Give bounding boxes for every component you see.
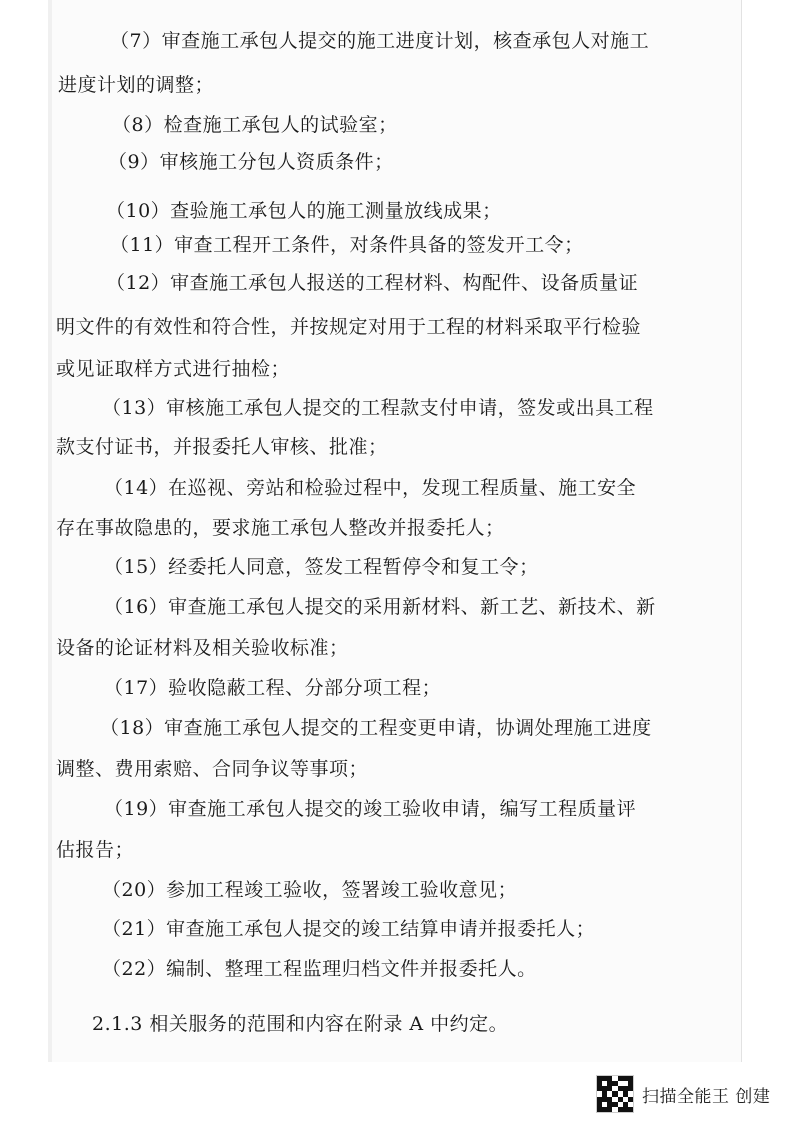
paragraph-line: （9）审核施工分包人资质条件； (108, 151, 394, 173)
paragraph-line: 估报告； (56, 839, 135, 861)
paragraph-line: 款支付证书，并报委托人审核、批准； (56, 436, 388, 458)
paragraph-line: 或见证取样方式进行抽检； (56, 358, 291, 380)
paragraph-line: （21）审查施工承包人提交的竣工结算申请并报委托人； (102, 918, 596, 940)
paragraph-line: （8）检查施工承包人的试验室； (112, 114, 398, 136)
paragraph-line: （10）查验施工承包人的施工测量放线成果； (106, 200, 502, 222)
paragraph-line: （14）在巡视、旁站和检验过程中，发现工程质量、施工安全 (104, 477, 637, 499)
paragraph-line: 存在事故隐患的，要求施工承包人整改并报委托人； (56, 517, 505, 539)
paragraph-line: （22）编制、整理工程监理归档文件并报委托人。 (102, 958, 537, 980)
paragraph-line: （18）审查施工承包人提交的工程变更申请，协调处理施工进度 (100, 717, 652, 739)
paragraph-line: （12）审查施工承包人报送的工程材料、构配件、设备质量证 (106, 272, 639, 294)
paragraph-line: （17）验收隐蔽工程、分部分项工程； (104, 677, 442, 699)
paragraph-line: 调整、费用索赔、合同争议等事项； (56, 758, 369, 780)
paragraph-line: 设备的论证材料及相关验收标准； (56, 637, 349, 659)
paragraph-line: （20）参加工程竣工验收，签署竣工验收意见； (102, 879, 518, 901)
paragraph-line: 明文件的有效性和符合性，并按规定对用于工程的材料采取平行检验 (56, 316, 642, 338)
qr-code-icon (596, 1075, 634, 1113)
paragraph-line: （16）审查施工承包人提交的采用新材料、新工艺、新技术、新 (104, 596, 656, 618)
section-line: 2.1.3 相关服务的范围和内容在附录 A 中约定。 (92, 1013, 509, 1035)
watermark-text: 扫描全能王 创建 (642, 1086, 771, 1107)
paragraph-line: （19）审查施工承包人提交的竣工验收申请，编写工程质量评 (104, 798, 637, 820)
paragraph-line: （7）审查施工承包人提交的施工进度计划，核查承包人对施工 (110, 30, 650, 52)
paragraph-line: （13）审核施工承包人提交的工程款支付申请，签发或出具工程 (102, 397, 654, 419)
paragraph-line: 进度计划的调整； (58, 74, 215, 96)
paragraph-line: （15）经委托人同意，签发工程暂停令和复工令； (104, 556, 539, 578)
paragraph-line: （11）审查工程开工条件，对条件具备的签发开工令； (110, 234, 584, 256)
scanner-watermark (596, 1072, 770, 1116)
